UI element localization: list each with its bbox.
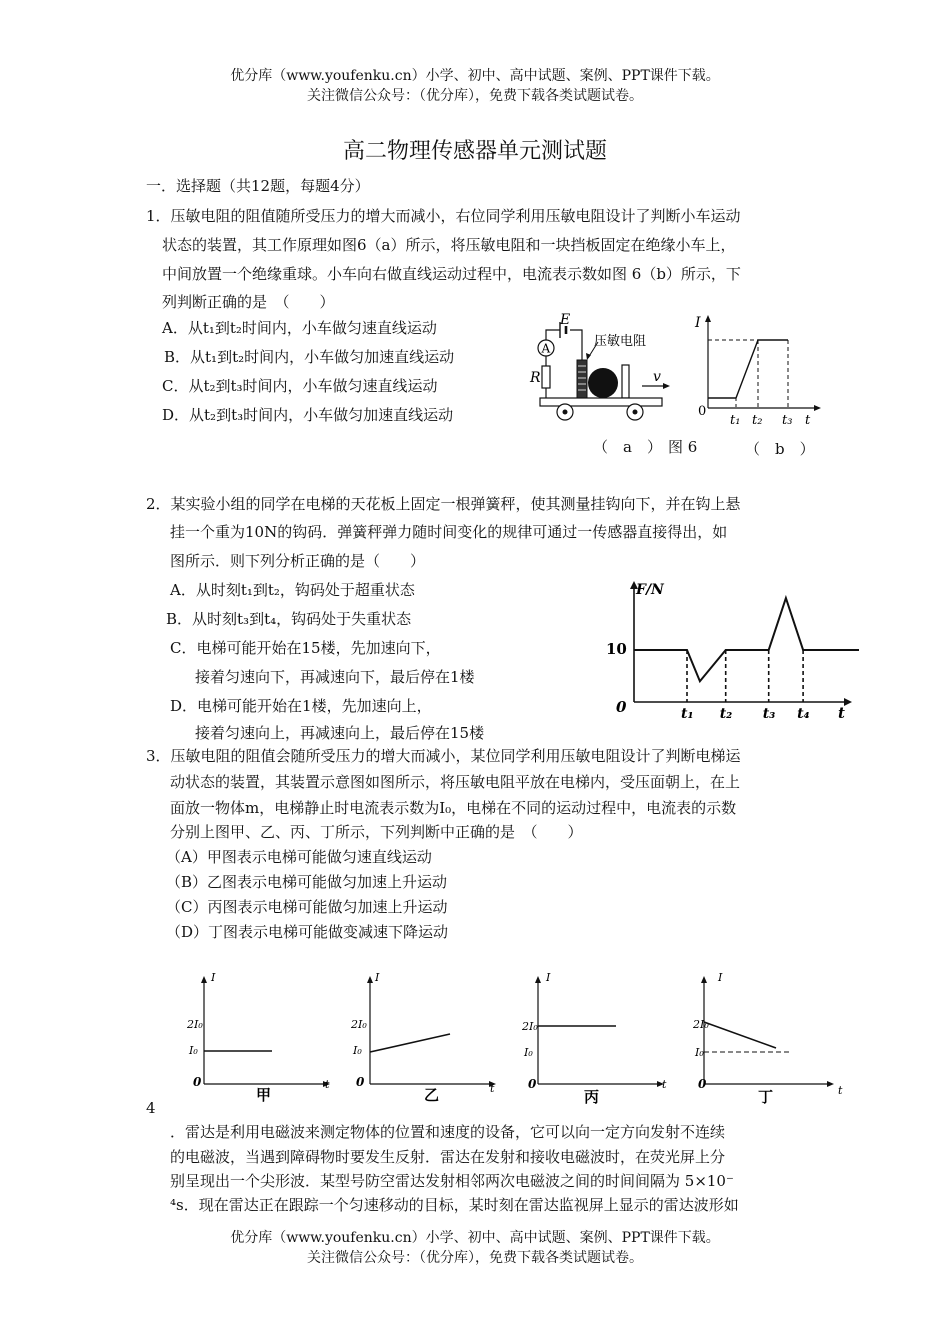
q1-option-b: B．从t₁到t₂时间内，小车做匀加速直线运动 — [164, 348, 455, 366]
svg-text:R: R — [530, 370, 541, 386]
x-tick-label-4: t₄ — [797, 706, 810, 722]
graph-label: 甲 — [256, 1086, 272, 1104]
graph-label: 丁 — [758, 1088, 774, 1106]
page-title: 高二物理传感器单元测试题 — [342, 139, 607, 164]
x-tick-label-2: t₂ — [719, 706, 733, 722]
q4-line-1: ．雷达是利用电磁波来测定物体的位置和速度的设备，它可以向一定方向发射不连续 — [170, 1123, 726, 1141]
q2-option-d-cont: 接着匀速向上，再减速向上，最后停在15楼 — [195, 724, 485, 742]
svg-text:t: t — [662, 1078, 667, 1091]
svg-text:0: 0 — [528, 1077, 537, 1091]
force-series-line — [644, 598, 859, 681]
x-tick-label-3: t₃ — [762, 706, 776, 722]
q4-line-3: 别呈现出一个尖形波．某型号防空雷达发射相邻两次电磁波之间的时间间隔为 5×10⁻ — [170, 1172, 734, 1190]
q1-line-3: 中间放置一个绝缘重球。小车向右做直线运动过程中，电流表示数如图 6（b）所示，下 — [162, 265, 741, 283]
q4-line-2: 的电磁波，当遇到障碍物时要发生反射．雷达在发射和接收电磁波时，在荧光屏上分 — [170, 1148, 726, 1166]
svg-text:I₀: I₀ — [189, 1044, 198, 1057]
svg-text:t: t — [805, 413, 811, 428]
svg-text:I: I — [375, 971, 380, 984]
svg-text:I: I — [211, 971, 216, 984]
resistor-icon — [542, 366, 550, 388]
cart-body — [540, 398, 662, 406]
baffle-plate — [622, 365, 629, 398]
svg-text:E: E — [560, 312, 571, 328]
svg-text:I: I — [718, 971, 723, 984]
graph-ding — [680, 966, 850, 1106]
svg-text:2I₀: 2I₀ — [522, 1020, 538, 1033]
graph-label: 丙 — [584, 1088, 600, 1106]
svg-text:t₃: t₃ — [782, 413, 793, 428]
footer-line-1: 优分库（www.youfenku.cn）小学、初中、高中试题、案例、PPT课件下载。 — [230, 1230, 720, 1246]
q3-option-d: （D）丁图表示电梯可能做变减速下降运动 — [166, 923, 449, 941]
q2-line-1: 2．某实验小组的同学在电梯的天花板上固定一根弹簧秤，使其测量挂钩向下，并在钩上悬 — [146, 495, 741, 513]
q3-line-4: 分别上图甲、乙、丙、丁所示，下列判断中正确的是 （ ） — [170, 823, 583, 841]
q2-line-2: 挂一个重为10N的钩码．弹簧秤弹力随时间变化的规律可通过一传感器直接得出，如 — [170, 523, 728, 541]
svg-text:A: A — [541, 341, 551, 356]
graph-label: 乙 — [424, 1086, 440, 1104]
svg-text:2I₀: 2I₀ — [187, 1018, 203, 1031]
section-heading: 一．选择题（共12题，每题4分） — [146, 177, 370, 195]
q2-option-d: D．电梯可能开始在1楼，先加速向上， — [170, 697, 432, 715]
q3-line-1: 3．压敏电阻的阻值会随所受压力的增大而减小，某位同学利用压敏电阻设计了判断电梯运 — [146, 747, 741, 765]
q3-option-a: （A）甲图表示电梯可能做匀速直线运动 — [166, 848, 432, 866]
header-line-1: 优分库（www.youfenku.cn）小学、初中、高中试题、案例、PPT课件下载。 — [230, 68, 720, 84]
arrow-right-icon — [663, 383, 670, 389]
svg-text:t: t — [838, 1084, 843, 1097]
q4-line-4: ⁴s．现在雷达正在跟踪一个匀速移动的目标，某时刻在雷达监视屏上显示的雷达波形如 — [170, 1196, 739, 1214]
figure-6b-current-graph — [690, 308, 830, 434]
q1-line-1: 1．压敏电阻的阻值随所受压力的增大而减小，右位同学利用压敏电阻设计了判断小车运动 — [146, 207, 741, 225]
chart-origin: 0 — [616, 698, 627, 716]
q1-line-4: 列判断正确的是 （ ） — [162, 293, 335, 311]
svg-text:I₀: I₀ — [353, 1044, 362, 1057]
q1-line-2: 状态的装置，其工作原理如图6（a）所示，将压敏电阻和一块挡板固定在绝缘小车上， — [162, 236, 736, 254]
q2-line-3: 图所示．则下列分析正确的是（ ） — [170, 552, 426, 570]
svg-text:I: I — [546, 971, 551, 984]
q3-line-3: 面放一物体m，电梯静止时电流表示数为I₀，电梯在不同的运动过程中，电流表的示数 — [170, 799, 737, 817]
chart-x-label: t — [838, 704, 845, 722]
x-tick-label-1: t₁ — [681, 706, 694, 722]
svg-text:t₁: t₁ — [730, 413, 741, 428]
svg-text:t₂: t₂ — [752, 413, 763, 428]
svg-text:t: t — [490, 1082, 495, 1095]
footer-line-2: 关注微信公众号：（优分库），免费下载各类试题试卷。 — [307, 1250, 643, 1266]
fig6-caption: 图 6 — [668, 438, 698, 456]
fig6b-caption: （ b ） — [745, 440, 815, 458]
chart-y-label: F/N — [636, 582, 664, 598]
svg-text:0: 0 — [698, 1077, 707, 1091]
q2-option-c-cont: 接着匀速向下，再减速向下，最后停在1楼 — [195, 668, 475, 686]
svg-text:v: v — [653, 369, 661, 385]
q2-option-a: A．从时刻t₁到t₂，钩码处于超重状态 — [170, 581, 415, 599]
q3-option-b: （B）乙图表示电梯可能做匀加速上升运动 — [166, 873, 448, 891]
svg-text:2I₀: 2I₀ — [693, 1018, 709, 1031]
svg-text:2I₀: 2I₀ — [351, 1018, 367, 1031]
q2-option-b: B．从时刻t₃到t₄，钩码处于失重状态 — [166, 610, 412, 628]
svg-text:t: t — [325, 1078, 330, 1091]
svg-text:I₀: I₀ — [695, 1046, 704, 1059]
q1-option-d: D．从t₂到t₃时间内，小车做匀加速直线运动 — [162, 406, 454, 424]
heavy-ball — [588, 368, 618, 398]
svg-text:I₀: I₀ — [524, 1046, 533, 1059]
q1-option-a: A．从t₁到t₂时间内，小车做匀速直线运动 — [162, 319, 437, 337]
q3-line-2: 动状态的装置，其装置示意图如图所示，将压敏电阻平放在电梯内，受压面朝上，在上 — [170, 773, 741, 791]
svg-text:I: I — [695, 315, 701, 331]
graph-yi — [346, 966, 506, 1106]
svg-text:压敏电阻: 压敏电阻 — [594, 334, 647, 349]
graph-bing — [514, 966, 674, 1106]
svg-text:0: 0 — [193, 1075, 202, 1089]
svg-text:0: 0 — [698, 404, 707, 419]
fig6a-caption: （ a ） — [593, 438, 662, 456]
q4-number: 4 — [146, 1099, 156, 1117]
header-line-2: 关注微信公众号：（优分库），免费下载各类试题试卷。 — [307, 88, 643, 104]
q3-option-c: （C）丙图表示电梯可能做匀加速上升运动 — [166, 898, 448, 916]
q2-option-c: C．电梯可能开始在15楼，先加速向下， — [170, 639, 441, 657]
svg-text:0: 0 — [356, 1075, 365, 1089]
spring-force-chart — [600, 572, 860, 722]
chart-y-tick: 10 — [606, 640, 627, 658]
figure-6a-cart-diagram — [520, 308, 680, 428]
q1-option-c: C．从t₂到t₃时间内，小车做匀速直线运动 — [162, 377, 438, 395]
graph-jia — [180, 966, 340, 1106]
